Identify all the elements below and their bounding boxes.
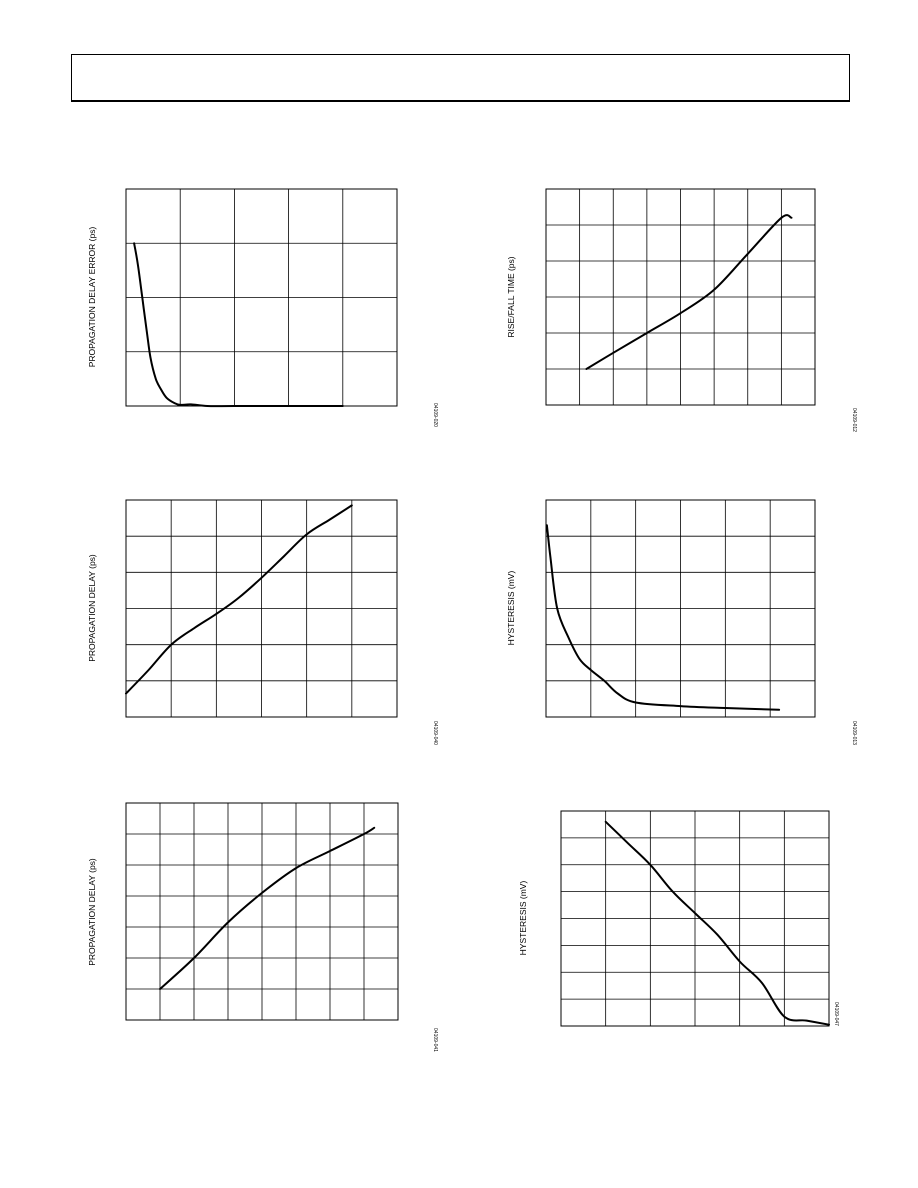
y-axis-label: PROPAGATION DELAY ERROR (ps) (87, 226, 97, 368)
figure-code: 04109-020 (432, 403, 438, 427)
chart-3 (87, 500, 438, 745)
data-series-line-1 (160, 828, 374, 989)
data-series-line-1 (547, 525, 779, 710)
y-axis-label: PROPAGATION DELAY (ps) (87, 554, 97, 662)
data-series-line-1 (586, 215, 791, 369)
chart-1 (87, 189, 438, 427)
figure-code: 04109-013 (851, 721, 857, 745)
y-axis-label: HYSTERESIS (mV) (506, 570, 516, 646)
y-axis-label: RISE/FALL TIME (ps) (506, 256, 516, 338)
figure-code: 04109-047 (833, 1002, 839, 1026)
chart-4 (506, 500, 857, 745)
chart-2 (506, 189, 857, 432)
figure-code: 04109-012 (851, 408, 857, 432)
figure-code: 04109-040 (432, 721, 438, 745)
y-axis-label: HYSTERESIS (mV) (518, 880, 528, 956)
data-series-line-1 (134, 243, 343, 406)
data-series-line-1 (606, 822, 829, 1025)
y-axis-label: PROPAGATION DELAY (ps) (87, 858, 97, 966)
figure-code: 04109-041 (432, 1028, 438, 1052)
chart-5 (87, 803, 438, 1052)
chart-6 (518, 811, 839, 1026)
data-series-line-1 (126, 505, 352, 693)
